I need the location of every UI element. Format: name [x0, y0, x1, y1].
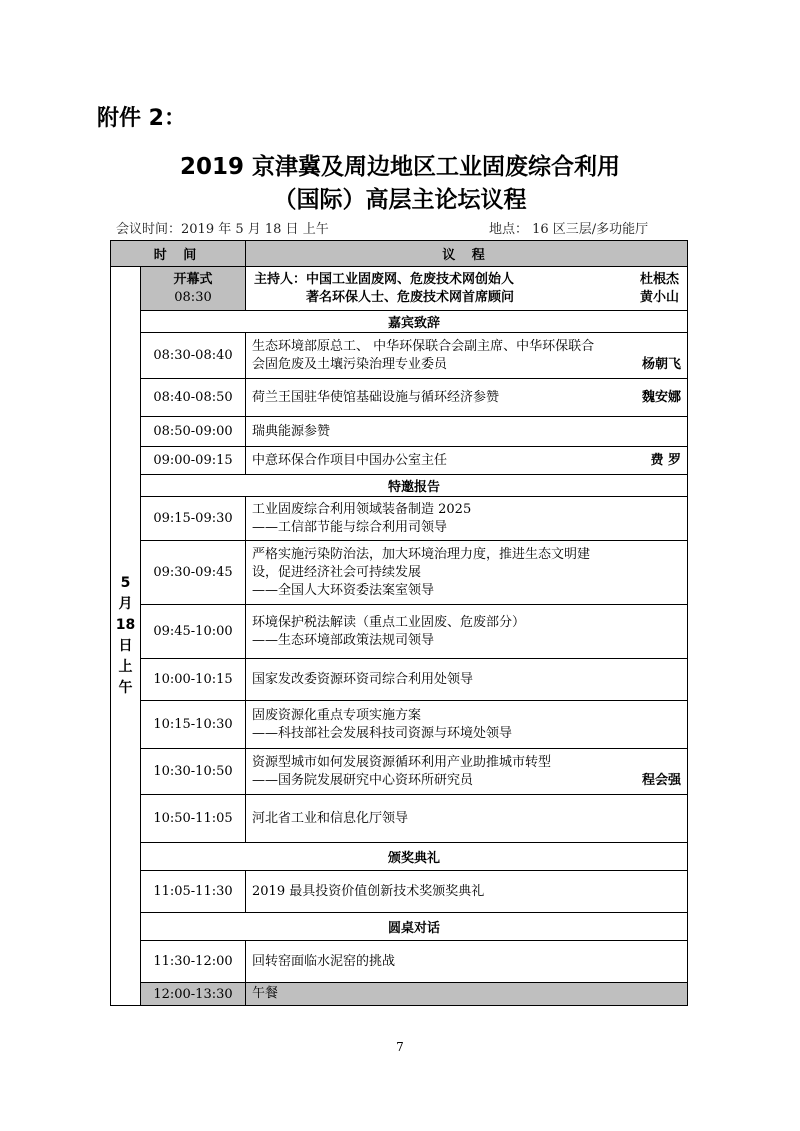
section-welcome: [111, 311, 688, 333]
opening-host-cell: [246, 267, 688, 311]
section-awards-label: 颁奖典礼: [141, 843, 688, 871]
row-time: 10:00-10:15: [141, 659, 246, 701]
agenda-row: [111, 941, 688, 983]
agenda-row: [111, 417, 688, 447]
document-title-line2: （国际）高层主论坛议程: [273, 187, 527, 213]
section-roundtable: [111, 913, 688, 941]
agenda-row: [111, 541, 688, 605]
host-name1: 杜根杰: [639, 271, 679, 287]
speaker-name: 费 罗: [650, 452, 681, 468]
row-content: 2019 最具投资价值创新技术奖颁奖典礼: [246, 871, 688, 913]
row-content: 环境保护税法解读（重点工业固废、危废部分） ——生态环境部政策法规司领导: [246, 605, 688, 659]
host-line2: 著名环保人士、危废技术网首席顾问: [306, 289, 515, 305]
row-time: 11:05-11:30: [141, 871, 246, 913]
row-content: 瑞典能源参赞: [246, 417, 688, 447]
row-time: 08:30-08:40: [141, 333, 246, 379]
row-time: 12:00-13:30: [141, 983, 246, 1006]
meeting-time: 会议时间：2019 年 5 月 18 日 上午: [116, 222, 329, 237]
agenda-row: [111, 749, 688, 795]
agenda-row: [111, 333, 688, 379]
section-reports: [111, 475, 688, 497]
meeting-location: 地点： 16 区三层/多功能厅: [489, 222, 649, 237]
date-cell: 5 月 18 日 上 午: [111, 267, 141, 1006]
agenda-row: [111, 379, 688, 417]
row-content: 午餐: [246, 983, 688, 1006]
speaker-name: 魏安娜: [641, 389, 681, 405]
opening-time: 08:30: [174, 289, 212, 305]
agenda-row: [111, 605, 688, 659]
row-content: 河北省工业和信息化厅领导: [246, 795, 688, 843]
opening-row: [111, 267, 688, 311]
row-time: 10:50-11:05: [141, 795, 246, 843]
row-time: 08:40-08:50: [141, 379, 246, 417]
agenda-row: [111, 701, 688, 749]
row-time: 09:45-10:00: [141, 605, 246, 659]
header-agenda: 议 程: [246, 241, 688, 267]
header-row: [111, 241, 688, 267]
speaker-name: 程会强: [641, 772, 681, 788]
document-title-line1: 2019 京津冀及周边地区工业固废综合利用: [179, 154, 621, 180]
row-content: 中意环保合作项目中国办公室主任 费 罗: [246, 447, 688, 475]
row-content: 国家发改委资源环资司综合利用处领导: [246, 659, 688, 701]
agenda-row: [111, 659, 688, 701]
row-content: 固废资源化重点专项实施方案 ——科技部社会发展科技司资源与环境处领导: [246, 701, 688, 749]
host-line1: 主持人：中国工业固废网、危废技术网创始人: [254, 271, 515, 287]
row-content: 资源型城市如何发展资源循环利用产业助推城市转型 ——国务院发展研究中心资环所研究员 程会强: [246, 749, 688, 795]
row-time: 11:30-12:00: [141, 941, 246, 983]
opening-label: 开幕式: [173, 271, 213, 287]
agenda-row: [111, 795, 688, 843]
agenda-row: [111, 497, 688, 541]
section-reports-label: 特邀报告: [141, 475, 688, 497]
row-content: 工业固废综合利用领域装备制造 2025 ——工信部节能与综合利用司领导: [246, 497, 688, 541]
section-awards: [111, 843, 688, 871]
row-time: 10:15-10:30: [141, 701, 246, 749]
row-time: 09:15-09:30: [141, 497, 246, 541]
row-time: 09:00-09:15: [141, 447, 246, 475]
row-content: 生态环境部原总工、 中华环保联合会副主席、中华环保联合 会固危废及土壤污染治理专业委员 杨朝飞: [246, 333, 688, 379]
host-name2: 黄小山: [639, 289, 679, 305]
opening-time-cell: [141, 267, 246, 311]
row-time: 08:50-09:00: [141, 417, 246, 447]
speaker-name: 杨朝飞: [641, 356, 681, 372]
section-welcome-label: 嘉宾致辞: [141, 311, 688, 333]
agenda-row: [111, 447, 688, 475]
row-time: 09:30-09:45: [141, 541, 246, 605]
page-number: 7: [396, 1040, 404, 1054]
row-content: 回转窑面临水泥窑的挑战: [246, 941, 688, 983]
agenda-row-lunch: [111, 983, 688, 1006]
row-time: 10:30-10:50: [141, 749, 246, 795]
row-content: 严格实施污染防治法，加大环境治理力度，推进生态文明建 设，促进经济社会可持续发展 ——全国人大环资委法案室领导: [246, 541, 688, 605]
agenda-table: [110, 240, 688, 1006]
header-time: 时 间: [111, 241, 246, 267]
attachment-label: 附件 2：: [97, 106, 186, 131]
section-roundtable-label: 圆桌对话: [141, 913, 688, 941]
row-content: 荷兰王国驻华使馆基础设施与循环经济参赞 魏安娜: [246, 379, 688, 417]
agenda-row: [111, 871, 688, 913]
